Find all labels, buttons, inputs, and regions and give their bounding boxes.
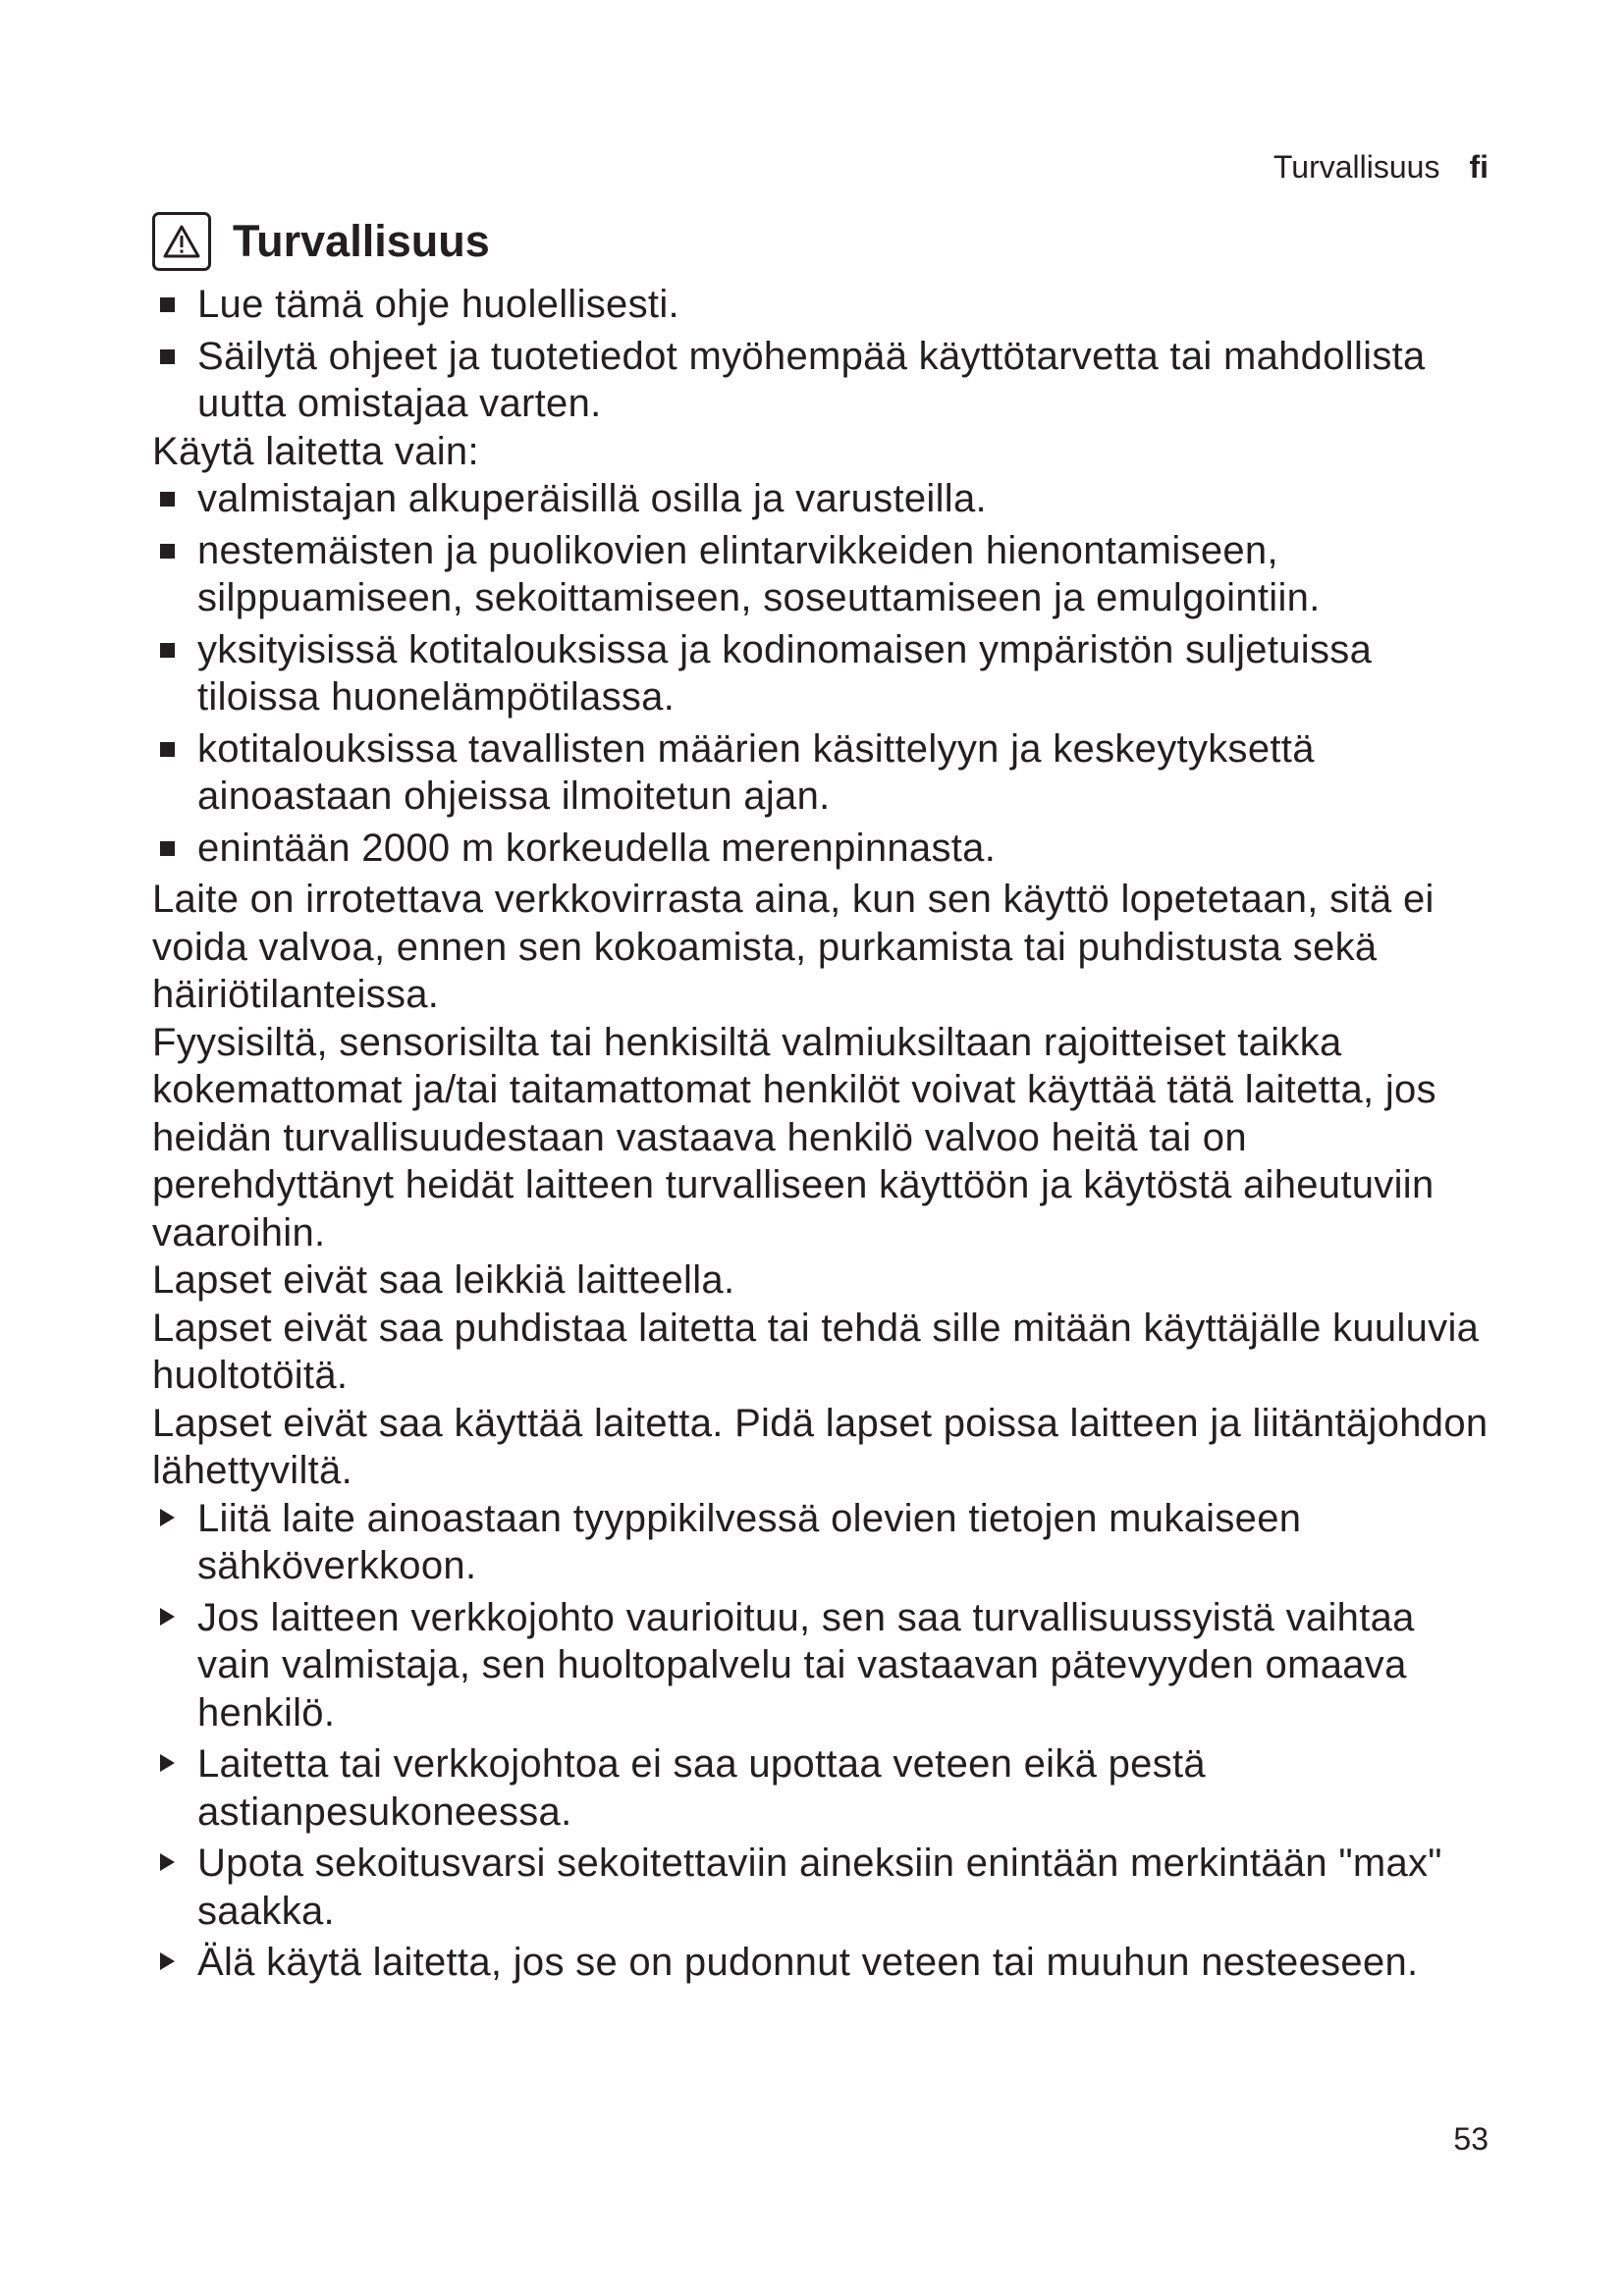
running-header [1273,147,1489,187]
paragraph: Lapset eivät saa puhdistaa laitetta tai tehdä sille mitään käyttäjälle kuuluvia huoltotöitä. [152,1306,1480,1397]
warning-triangle-icon [152,212,211,271]
bullet-square-icon [160,643,175,658]
bullet-square-icon [160,297,175,312]
action-item: Jos laitteen verkkojohto vaurioituu, sen saa turvallisuussyistä vaihtaa vain valmistaja, sen huoltopalvelu tai vastaavan pätevyyden omaava henkilö. [152,1594,1497,1737]
bullet-square-icon [160,349,175,364]
arrow-right-icon [160,1754,175,1772]
list-item: nestemäisten ja puolikovien elintarvikkeiden hienontamiseen, silppuamiseen, sekoittamiseen, soseuttamiseen ja emulgointiin. [152,527,1497,622]
list-item: enintään 2000 m korkeudella merenpinnasta. [152,825,1497,873]
bullet-square-icon [160,544,175,559]
arrow-right-icon [160,1952,175,1970]
arrow-right-icon [160,1853,175,1871]
bullet-square-icon [160,841,175,856]
arrow-right-icon [160,1509,175,1526]
section-title-row [152,212,490,271]
paragraph: Laite on irrotettava verkkovirrasta aina, kun sen käyttö lopetetaan, sitä ei voida valvoa, ennen sen kokoamista, purkamista tai puhdistusta sekä häiriötilanteissa. [152,878,1435,1016]
list-item: Lue tämä ohje huolellisesti. [152,281,1497,329]
safety-content [152,281,1497,1987]
action-item: Upota sekoitusvarsi sekoitettaviin aineksiin enintään merkintään "max" saakka. [152,1840,1497,1935]
arrow-right-icon [160,1608,175,1626]
section-title: Turvallisuus [233,216,490,266]
list-item: valmistajan alkuperäisillä osilla ja varusteilla. [152,475,1497,523]
list-item: kotitalouksissa tavallisten määrien käsittelyyn ja keskeytyksettä ainoastaan ohjeissa ilmoitetun ajan. [152,725,1497,821]
paragraph: Lapset eivät saa käyttää laitetta. Pidä lapset poissa laitteen ja liitäntäjohdon lähettyviltä. [152,1401,1489,1492]
list-item: yksityisissä kotitalouksissa ja kodinomaisen ympäristön suljetuissa tiloissa huonelämpötilassa. [152,626,1497,721]
list-item: Säilytä ohjeet ja tuotetiedot myöhempää käyttötarvetta tai mahdollista uutta omistajaa varten. [152,333,1497,428]
action-item: Liitä laite ainoastaan tyyppikilvessä olevien tietojen mukaiseen sähköverkkoon. [152,1495,1497,1590]
bullet-square-icon [160,742,175,757]
paragraph: Lapset eivät saa leikkiä laitteella. [152,1258,735,1302]
action-item: Älä käytä laitetta, jos se on pudonnut veteen tai muuhun nesteeseen. [152,1939,1497,1987]
paragraph: Fyysisiltä, sensorisilta tai henkisiltä valmiuksiltaan rajoitteiset taikka kokemattomat ja/tai taitamattomat henkilöt voivat käyttää tätä laitetta, jos heidän turvallisuudestaan vastaava henkilö valvoo heitä tai on perehdyttänyt heidät laitteen turvalliseen käyttöön ja käytöstä aiheutuviin vaaroihin. [152,1020,1436,1255]
header-language: fi [1469,149,1489,185]
header-section: Turvallisuus [1272,149,1440,185]
page-number: 53 [1453,2121,1489,2157]
action-item: Laitetta tai verkkojohtoa ei saa upottaa veteen eikä pestä astianpesukoneessa. [152,1740,1497,1836]
bullet-square-icon [160,492,175,507]
use-heading: Käytä laitetta vain: [152,429,479,473]
